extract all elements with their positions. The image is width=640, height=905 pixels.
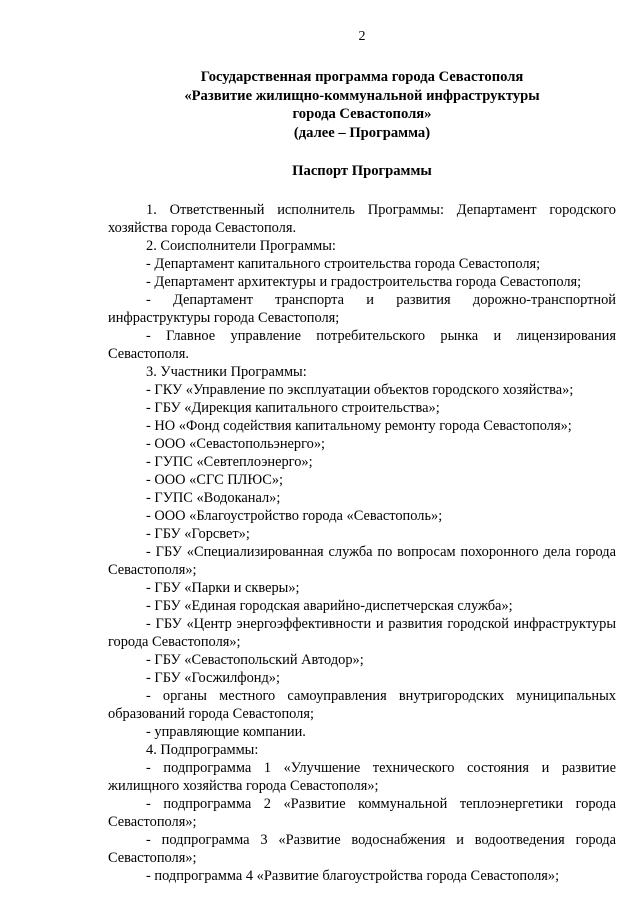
list-item: - НО «Фонд содействия капитальному ремонту города Севастополя»; [146, 418, 572, 435]
list-item: - ГУПС «Севтеплоэнерго»; [146, 454, 313, 471]
list-item: - ГУПС «Водоканал»; [146, 490, 281, 507]
passport-heading: Паспорт Программы [292, 163, 432, 180]
list-item: - ООО «Благоустройство города «Севастополь»; [146, 508, 443, 525]
list-item: - Главное управление потребительского рынка и лицензирования Севастополя. [108, 328, 616, 363]
title-line: «Развитие жилищно-коммунальной инфраструктуры [184, 87, 540, 104]
list-item: - подпрограмма 2 «Развитие коммунальной теплоэнергетики города Севастополя»; [108, 796, 616, 831]
title-line: Государственная программа города Севастополя [200, 69, 524, 85]
list-item: - Департамент архитектуры и градостроительства города Севастополя; [146, 274, 582, 291]
list-item: - ООО «СГС ПЛЮС»; [146, 472, 284, 489]
title-line: (далее – Программа) [293, 124, 431, 141]
passport-body [108, 201, 616, 885]
program-title [108, 68, 616, 142]
list-item: - подпрограмма 4 «Развитие благоустройства города Севастополя»; [146, 868, 560, 885]
list-item: - ГБУ «Центр энергоэффективности и развития городской инфраструктуры города Севастополя»; [108, 616, 616, 651]
list-item: - подпрограмма 3 «Развитие водоснабжения и водоотведения города Севастополя»; [108, 832, 616, 867]
list-item: - ГБУ «Госжилфонд»; [146, 670, 281, 687]
paragraph-participants-heading: 3. Участники Программы: [146, 364, 307, 381]
paragraph-subprograms-heading: 4. Подпрограммы: [146, 742, 259, 759]
paragraph-responsible-executor: 1. Ответственный исполнитель Программы: Департамент городского хозяйства города Севастополя. [108, 202, 616, 237]
list-item: - ГБУ «Дирекция капитального строительства»; [146, 400, 440, 417]
list-item: - ГКУ «Управление по эксплуатации объектов городского хозяйства»; [146, 382, 574, 399]
list-item: - ГБУ «Горсвет»; [146, 526, 250, 543]
list-item: - ГБУ «Специализированная служба по вопросам похоронного дела города Севастополя»; [108, 544, 616, 579]
list-item: - ООО «Севастопольэнерго»; [146, 436, 326, 453]
list-item: - Департамент транспорта и развития дорожно-транспортной инфраструктуры города Севастополя; [108, 292, 616, 327]
list-item: - ГБУ «Парки и скверы»; [146, 580, 300, 597]
document-page [108, 28, 616, 885]
list-item: - ГБУ «Единая городская аварийно-диспетчерская служба»; [146, 598, 513, 615]
list-item: - ГБУ «Севастопольский Автодор»; [146, 652, 364, 669]
list-item: - органы местного самоуправления внутригородских муниципальных образований города Севастополя; [108, 688, 616, 723]
list-item: - управляющие компании. [146, 724, 306, 741]
paragraph-coexecutors-heading: 2. Соисполнители Программы: [146, 238, 336, 255]
title-line: города Севастополя» [292, 106, 432, 123]
list-item: - Департамент капитального строительства города Севастополя; [146, 256, 541, 273]
page-number: 2 [358, 29, 366, 44]
list-item: - подпрограмма 1 «Улучшение технического состояния и развитие жилищного хозяйства города Севастополя»; [108, 760, 616, 795]
